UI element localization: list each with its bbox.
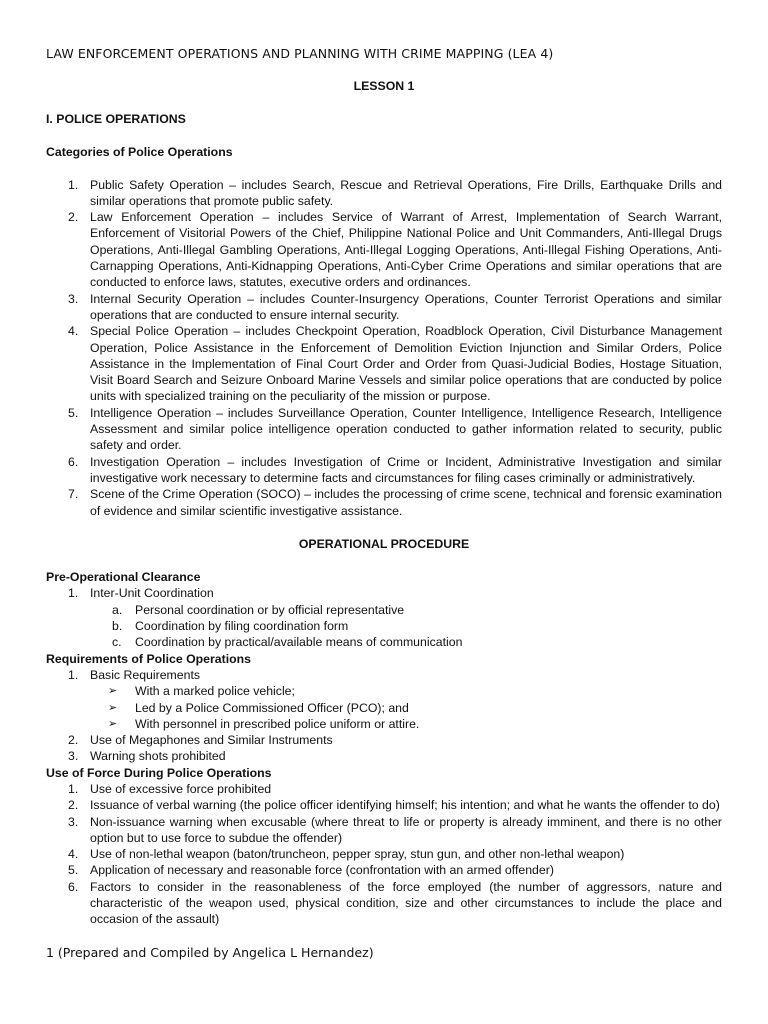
item-number: 5. — [68, 405, 79, 420]
item-number: 3. — [68, 291, 79, 306]
list-item — [46, 454, 722, 487]
bullet-text: With a marked police vehicle; — [135, 684, 295, 699]
item-number: 6. — [68, 879, 79, 894]
sub-letter: b. — [112, 619, 123, 634]
sub-text: Coordination by practical/available means of communication — [135, 635, 463, 650]
item-number: 5. — [68, 863, 79, 878]
item-number: 3. — [68, 749, 79, 764]
sub-letter: c. — [112, 635, 122, 650]
item-text: Public Safety Operation – includes Search, Rescue and Retrieval Operations, Fire Drills, Earthquake Drills and similar operations that promote public safety. — [90, 177, 722, 208]
item-number: 3. — [68, 814, 79, 829]
item-text: Non-issuance warning when excusable (where threat to life or property is already imminent, and there is no other option but to use force to subdue the offender) — [90, 814, 722, 845]
list-item — [46, 177, 722, 210]
item-text: Use of non-lethal weapon (baton/truncheon, pepper spray, stun gun, and other non-lethal weapon) — [90, 847, 625, 862]
list-item — [46, 486, 722, 519]
arrow-bullet-icon: ➢ — [108, 685, 118, 698]
list-item — [46, 781, 722, 797]
list-item — [46, 846, 722, 862]
list-item — [46, 879, 722, 928]
sub-item — [46, 634, 722, 650]
bullet-item — [46, 716, 722, 732]
arrow-bullet-icon: ➢ — [108, 701, 118, 714]
arrow-bullet-icon: ➢ — [108, 717, 118, 730]
item-number: 1. — [68, 586, 79, 601]
item-text: Special Police Operation – includes Checkpoint Operation, Roadblock Operation, Civil Disturbance Management Operation, Police Assistance in the Enforcement of Demolition Eviction Injunction and Similar Orders, Police Assistance in the Implementation of Final Court Order and Order from Quasi-Judicial Bodies, Hostage Situation, Visit Board Search and Seizure Onboard Marine Vessels and similar police operations that are conducted by police units with specialized training on the peculiarity of the mission or purpose. — [90, 324, 722, 404]
item-number: 4. — [68, 847, 79, 862]
item-number: 1. — [68, 177, 79, 192]
item-number: 4. — [68, 324, 79, 339]
list-item — [46, 667, 722, 683]
sub-text: Coordination by filing coordination form — [135, 619, 349, 634]
categories-heading: Categories of Police Operations — [46, 145, 233, 160]
procedure-title: OPERATIONAL PROCEDURE — [298, 536, 470, 551]
list-item — [46, 405, 722, 454]
list-item — [46, 797, 722, 813]
item-number: 2. — [68, 210, 79, 225]
list-item — [46, 209, 722, 290]
item-text: Scene of the Crime Operation (SOCO) – includes the processing of crime scene, technical and forensic examination of evidence and similar scientific investigative assistance. — [90, 487, 722, 518]
item-text: Basic Requirements — [90, 667, 201, 682]
item-text: Factors to consider in the reasonableness of the force employed (the number of aggressors, nature and characteristic of the weapon used, physical condition, size and other circumstances to include the place and occasion of the assault) — [90, 879, 722, 927]
list-item — [46, 814, 722, 847]
item-number: 6. — [68, 454, 79, 469]
bullet-item — [46, 700, 722, 716]
categories-list — [46, 177, 722, 519]
item-number: 1. — [68, 667, 79, 682]
item-text: Application of necessary and reasonable force (confrontation with an armed offender) — [90, 863, 554, 878]
document-body — [46, 78, 722, 928]
sub-letter: a. — [112, 602, 123, 617]
list-item — [46, 291, 722, 324]
item-number: 1. — [68, 781, 79, 796]
item-number: 2. — [68, 798, 79, 813]
list-item — [46, 323, 722, 404]
bullet-text: With personnel in prescribed police uniform or attire. — [135, 716, 420, 731]
list-item — [46, 748, 722, 764]
list-item — [46, 585, 722, 601]
sub-item — [46, 618, 722, 634]
bullet-item — [46, 683, 722, 699]
section-title: I. POLICE OPERATIONS — [46, 112, 186, 126]
sub-item — [46, 602, 722, 618]
item-text: Issuance of verbal warning (the police officer identifying himself; his intention; and what he wants the offender to do) — [90, 798, 720, 813]
preop-heading: Pre-Operational Clearance — [46, 570, 201, 585]
item-text: Intelligence Operation – includes Surveillance Operation, Counter Intelligence, Intelligence Research, Intelligence Assessment and similar police intelligence operation conducted to gather information related to security, public safety and order. — [90, 405, 722, 453]
list-item — [46, 862, 722, 878]
list-item — [46, 732, 722, 748]
item-number: 2. — [68, 733, 79, 748]
item-text: Investigation Operation – includes Investigation of Crime or Incident, Administrative Investigation and similar investigative work necessary to determine facts and circumstances for filing cases criminally or administratively. — [90, 454, 722, 485]
item-text: Inter-Unit Coordination — [90, 586, 214, 601]
bullet-text: Led by a Police Commissioned Officer (PCO); and — [135, 700, 409, 715]
sub-text: Personal coordination or by official representative — [135, 602, 405, 617]
item-text: Law Enforcement Operation – includes Service of Warrant of Arrest, Implementation of Search Warrant, Enforcement of Visitorial Powers of the Chief, Philippine National Police and Unit Commanders, Anti-Illegal Drugs Operations, Anti-Illegal Gambling Operations, Anti-Illegal Logging Operations, Anti-Illegal Fishing Operations, Anti-Carnapping Operations, Anti-Kidnapping Operations, Anti-Cyber Crime Operations and similar operations that are conducted to enforce laws, statutes, executive orders and ordinances. — [90, 210, 722, 290]
item-text: Use of excessive force prohibited — [90, 781, 272, 796]
lesson-title: LESSON 1 — [353, 79, 415, 93]
document-header: LAW ENFORCEMENT OPERATIONS AND PLANNING WITH CRIME MAPPING (LEA 4) — [46, 46, 554, 61]
item-text: Internal Security Operation – includes Counter-Insurgency Operations, Counter Terrorist Operations and similar operations that are conducted to ensure internal security. — [90, 291, 722, 322]
page-footer: 1 (Prepared and Compiled by Angelica L Hernandez) — [46, 945, 374, 960]
force-heading: Use of Force During Police Operations — [46, 765, 272, 780]
item-number: 7. — [68, 487, 79, 502]
requirements-heading: Requirements of Police Operations — [46, 651, 251, 666]
item-text: Warning shots prohibited — [90, 749, 226, 764]
item-text: Use of Megaphones and Similar Instruments — [90, 733, 333, 748]
